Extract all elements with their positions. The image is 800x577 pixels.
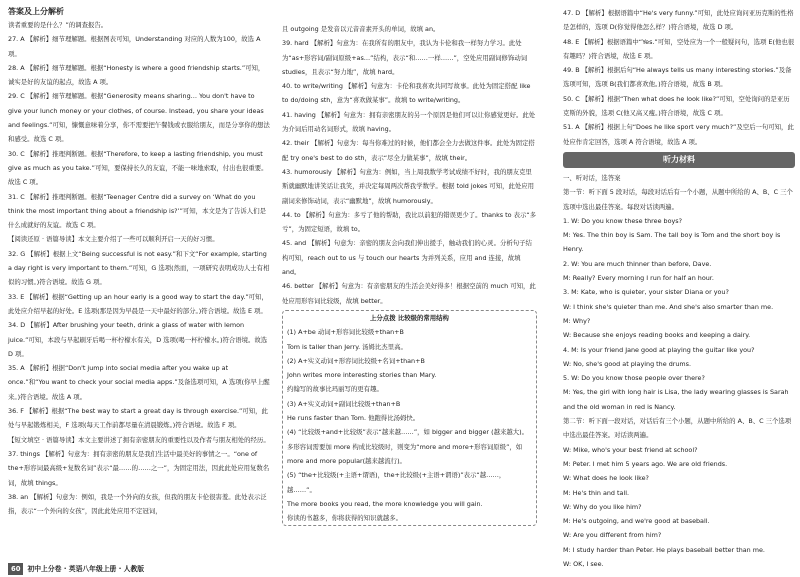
answer-item: 30. C 【解析】推理判断题。根据“Therefore, to keep a lasting friendship, you must give as much as you take.”可知，要保持长久的友谊，不能一味地索取，付出也很重要。故选 C 项。	[8, 149, 268, 187]
answer-item: 44. to 【解析】句意为：多亏了他的帮助，我比以前犯的错误更少了。thanks to 表示“多亏”，为固定短语，故填 to。	[282, 210, 537, 234]
tip-line: 你读的书越多，你将获得的知识就越多。	[287, 514, 403, 523]
answer-item: 36. F 【解析】根据“The best way to start a great day is through exercise.”可知，此处与早起锻炼相关，F 选项(每天工作前都尽量在清晨锻炼。)符合语境。故选 F 项。	[8, 407, 268, 430]
answer-item: 45. and 【解析】句意为：亲密的朋友会向我们伸出援手，触动我们的心灵。分析句子结构可知，reach out to us 与 touch our hearts 为并列关系，应用 and 连接，故填 and。	[282, 239, 532, 277]
column-right	[563, 6, 795, 571]
answer-item: 33. E 【解析】根据“Getting up an hour early is a good way to start the day.”可知，此处应介绍早起的好处。E 选项(那是因为早晨是一天中最好的部分。)符合语境。故选 E 项。	[8, 292, 268, 315]
answer-item: 42. their 【解析】句意为：每当你难过的时候，他们都会全力去做这件事。此处为固定搭配 try one's best to do sth，表示“尽全力做某事”，故填 their。	[282, 139, 535, 162]
transcript-line: 4. M: Is your friend Jane good at playing the guitar like you?	[563, 345, 755, 354]
transcript-line: W: No, she's good at playing the drums.	[563, 359, 692, 368]
tip-line: Tom is taller than Jerry. 汤姆比杰里高。	[287, 342, 407, 351]
answer-list-middle	[282, 22, 537, 308]
column-left	[8, 6, 270, 518]
answer-item: 35. A 【解析】根据“Don't jump into social media after you wake up at once.”和“You want to check your social media apps.”及备选项可知，A 选项(你早上醒来。)符合语境。故选 A 项。	[8, 364, 270, 401]
transcript-line: 第二节：听下面一段对话，对话后有三个小题，从题中所给的 A、B、C 三个选项中选出最佳答案。对话读两遍。	[563, 417, 792, 440]
answer-item: 41. having 【解析】句意为：拥有亲密朋友的另一个原因是他们可以让你感觉更好。此处为介词后用动名词形式，故填 having。	[282, 110, 536, 134]
tip-line: (5) “the+比较级(+主语+谓语)，the+比较级(+主语+谓语)”表示“越……，越……”。	[287, 471, 506, 494]
tip-line: The more books you read, the more knowledge you will gain.	[287, 499, 483, 508]
answer-item: 50. C 【解析】根据“Then what does he look like?”可知，空处询问的是亚历克斯的外貌，选项 C(他又高又瘦。)符合语境，故选 C 项。	[563, 94, 790, 118]
transcript-line: W: I think she's quieter than me. And she's also smarter than me.	[563, 302, 774, 311]
transcript-line: 第一节：听下面 5 段对话，每段对话后有一个小题，从题中所给的 A、B、C 三个选项中选出最佳答案。每段对话读两遍。	[563, 188, 793, 211]
listening-banner-label: 听力材料	[663, 154, 695, 164]
transcript-line: M: Yes, the girl with long hair is Lisa, the lady wearing glasses is Sarah and the old woman in red is Nancy.	[563, 388, 789, 411]
tip-line: He runs faster than Tom. 他跑得比汤姆快。	[287, 414, 420, 423]
tip-box	[282, 310, 537, 526]
page-footer	[8, 563, 144, 575]
transcript-line: W: Because she enjoys reading books and keeping a dairy.	[563, 331, 751, 340]
answer-item: 【阅读还原 · 语篇导读】本文主要介绍了一些可以顺利开启一天的好习惯。	[8, 235, 219, 244]
transcript-line: M: Really? Every morning I run for half an hour.	[563, 274, 714, 283]
listening-transcript	[563, 171, 795, 571]
answer-item: 48. E 【解析】根据语篇中“Yes.”可知，空处应为一个一般疑问句，选项 E(他也很有趣吗？)符合语境，故选 E 项。	[563, 37, 795, 60]
answer-item: 29. C 【解析】细节理解题。根据“Generosity means sharing… You don't have to give your lunch money or your clothes, of course. Instead, you share your ideas and feelings.”可知，慷慨意味着分享，你不需要把午餐钱或衣服给朋友，而是分享你的想法和感受。故选 C 项。	[8, 92, 270, 144]
answer-item: 31. C 【解析】推理判断题。根据“Teenager Centre did a survey on ‘What do you think the most important thing about a friendship is?’”可知，本文是为了告诉人们是什么成就好的友谊。故选 C 项。	[8, 192, 266, 230]
answer-list-left	[8, 18, 270, 518]
tip-line: (3) A+实义动词+副词比较级+than+B	[287, 399, 401, 408]
book-title: 初中上分卷 · 英语八年级上册 · 人教版	[27, 565, 145, 573]
answer-item: 46. better 【解析】句意为：有亲密朋友的生活会美好得多！根据空前的 much 可知，此处应用形容词比较级，故填 better。	[282, 282, 536, 305]
answer-list-right	[563, 6, 795, 149]
tip-line: (2) A+实义动词+形容词比较级+名词+than+B	[287, 356, 425, 365]
answer-item: 51. A 【解析】根据上句“Does he like sport very much?”及空后一句可知，此处应作肯定回答，选项 A 符合语境，故选 A 项。	[563, 123, 794, 146]
transcript-line: M: I study harder than Peter. He plays baseball better than me.	[563, 545, 765, 554]
tip-line: John writes more interesting stories than Mary.	[287, 371, 437, 380]
transcript-line: 5. W: Do you know those people over there?	[563, 374, 705, 383]
answer-item: 47. D 【解析】根据语篇中“He's very funny.”可知，此处应询问亚历克斯的性格是怎样的，选项 D(你觉得他怎么样？)符合语境，故选 D 项。	[563, 9, 794, 32]
answer-item: 27. A 【解析】细节理解题。根据图表可知，Understanding 对应的人数为100，故选 A 项。	[8, 35, 261, 58]
transcript-line: M: Why?	[563, 316, 591, 325]
answer-item: 39. hard 【解析】句意为：在我所有的朋友中，我认为卡伦和我一样努力学习。此处为“as+形容词/副词原级+as…”结构，表示“和……一样……”，空处应用副词修饰动词 studies，且表示“努力地”，故填 hard。	[282, 39, 528, 76]
header-title: 答案及上分解析	[8, 7, 64, 16]
transcript-line: W: Are you different from him?	[563, 531, 662, 540]
tip-title: 上分点拨 比较级的常用结构	[370, 313, 449, 322]
answer-item: 38. an 【解析】句意为：例如，我是一个外向的女孩，但我的朋友卡伦很害羞。此处表示泛指，表示“一个外向的女孩”，因此此处应用不定冠词，	[8, 492, 267, 516]
transcript-line: W: What does he look like?	[563, 474, 649, 483]
transcript-line: M: He's outgoing, and we're good at baseball.	[563, 517, 710, 526]
transcript-line: M: Yes. The thin boy is Sam. The tall boy is Tom and the short boy is Henry.	[563, 231, 781, 254]
transcript-line: 3. M: Kate, who is quieter, your sister Diana or you?	[563, 288, 729, 297]
answer-item: 49. B 【解析】根据后句“He always tells us many interesting stories.”及备选项可知，选项 B(我们都喜欢他。)符合语境，故选 B 项。	[563, 66, 792, 89]
answer-item: 37. things 【解析】句意为：拥有亲密的朋友是我们生活中最美好的事情之一。“one of the+形容词最高级+复数名词”表示“最……的……之一”，为固定用法，因此此处应用复数名词，故填 things。	[8, 449, 270, 487]
transcript-line: M: Peter. I met him 5 years ago. We are old friends.	[563, 459, 728, 468]
transcript-line: 2. W: You are much thinner than before, Dave.	[563, 259, 712, 268]
answer-item: 43. humorously 【解析】句意为：例如，当上周我数学考试成绩不好时，我的朋友克里斯就幽默地讲笑话让我笑，并决定每周两次帮我学数学。根据 told jokes 可知，此处应用副词来修饰动词，表示“幽默地”，故填 humorously。	[282, 167, 535, 205]
answer-item: 且 outgoing 是发音以元音音素开头的单词，故填 an。	[282, 25, 440, 33]
transcript-line: M: He's thin and tall.	[563, 488, 630, 497]
transcript-line: 一、听对话，选答案	[563, 173, 621, 182]
answer-item: 40. to write/writing 【解析】句意为：卡伦和我喜欢共同写故事。此处为固定搭配 like to do/doing sth，意为“喜欢做某事”。故填 to write/writing。	[282, 82, 531, 105]
tip-line: 约翰写的故事比玛丽写的更有趣。	[287, 385, 383, 394]
tip-line: (1) A+be 动词+形容词比较级+than+B	[287, 328, 404, 337]
answer-item: 【短文填空 · 语篇导读】本文主要讲述了拥有亲密朋友的重要性以及作者与朋友相处的经历。	[8, 435, 270, 444]
tip-lines	[287, 325, 532, 525]
answer-item: 读者重要的是什么？”的调查报告。	[8, 21, 108, 29]
answer-item: 34. D 【解析】After brushing your teeth, drink a glass of water with lemon juice.”可知，本段与早起刷牙后喝一杯柠檬水有关，D 选项(喝一杯柠檬水。)符合语境。故选 D 项。	[8, 321, 268, 358]
transcript-line: W: Why do you like him?	[563, 502, 642, 511]
listening-banner	[563, 152, 795, 168]
column-middle	[282, 22, 537, 528]
transcript-line: 1. W: Do you know these three boys?	[563, 216, 682, 225]
page-number: 60	[8, 563, 23, 575]
answer-item: 28. A 【解析】细节理解题。根据“Honesty is where a good friendship starts.”可知，诚实是好的友谊的起点，故选 A 项。	[8, 63, 265, 87]
tip-line: (4) “比较级+and+比较级”表示“越来越……”，如 bigger and bigger (越来越大)。多形容词需要加 more 构成比较级时，则变为“more and more+形容词原级”，如 more and more popular(越来越流行)。	[287, 428, 529, 465]
transcript-line: W: Mike, who's your best friend at school?	[563, 445, 698, 454]
answer-item: 32. G 【解析】根据上文“Being successful is not easy.”和下文“For example, starting a day right is very important to them.”可知，G 选项(然而，一项研究表明成功人士有相似的习惯。)符合语境。故选 G 项。	[8, 249, 270, 287]
transcript-line: W: OK, I see.	[563, 559, 604, 568]
